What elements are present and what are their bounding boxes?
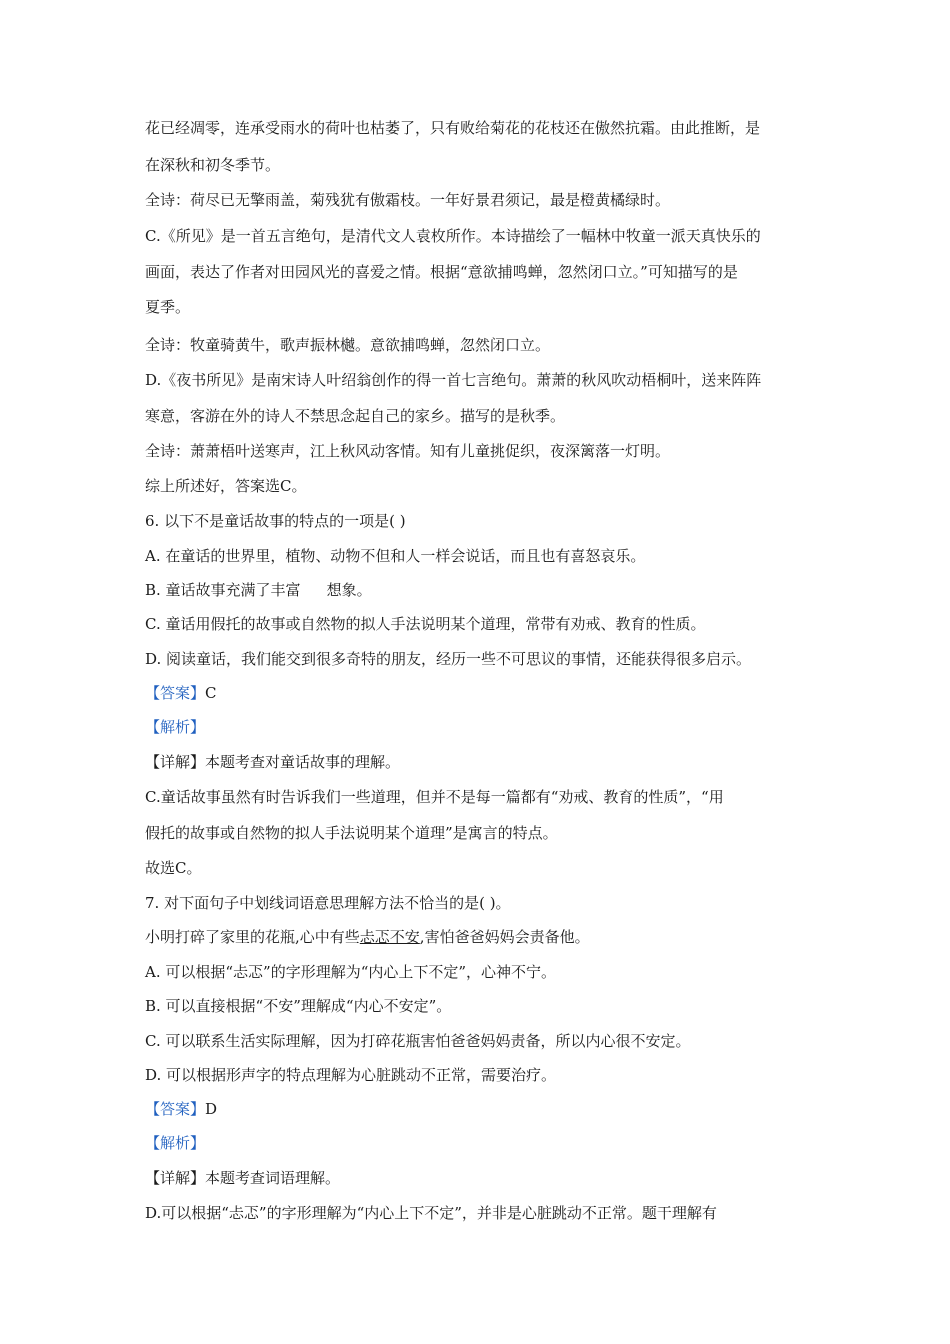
question-6-stem: 6. 以下不是童话故事的特点的一项是( ) — [145, 512, 406, 530]
question-7-option-a: A. 可以根据“忐忑”的字形理解为“内心上下不定”，心神不宁。 — [145, 963, 557, 981]
option-c-explanation: C.《所见》是一首五言绝句，是清代文人袁枚所作。本诗描绘了一幅林中牧童一派天真快乐的 — [145, 227, 761, 245]
option-b-text-start: B. 童话故事充满了丰富 — [145, 581, 301, 599]
option-d-explanation: D.《夜书所见》是南宋诗人叶绍翁创作的得一首七言绝句。萧萧的秋风吹动梧桐叶，送来阵阵 — [145, 371, 762, 389]
explanation-line: 画面，表达了作者对田园风光的喜爱之情。根据“意欲捕鸣蝉，忽然闭口立。”可知描写的是 — [145, 263, 738, 281]
conclusion-line: 故选C。 — [145, 859, 202, 877]
underlined-word: 忐忑不安 — [359, 928, 420, 946]
question-6-option-d: D. 阅读童话，我们能交到很多奇特的朋友，经历一些不可思议的事情，还能获得很多启示。 — [145, 650, 752, 668]
explanation-line: D.可以根据“忐忑”的字形理解为“内心上下不定”，并非是心脏跳动不正常。题干理解有 — [145, 1204, 717, 1222]
explanation-line: C.童话故事虽然有时告诉我们一些道理，但并不是每一篇都有“劝戒、教育的性质”，“用 — [145, 788, 724, 806]
explanation-line: 寒意，客游在外的诗人不禁思念起自己的家乡。描写的是秋季。 — [145, 407, 566, 425]
answer-row — [145, 683, 217, 703]
answer-label: 【答案】 — [145, 684, 206, 702]
option-b-text-end: 想象。 — [326, 581, 372, 599]
answer-value: D — [205, 1100, 218, 1118]
question-7-option-c: C. 可以联系生活实际理解，因为打碎花瓶害怕爸爸妈妈责备，所以内心很不安定。 — [145, 1032, 691, 1050]
question-7-option-d: D. 可以根据形声字的特点理解为心脏跳动不正常，需要治疗。 — [145, 1066, 557, 1084]
sentence-end: ,害怕爸爸妈妈会责备他。 — [419, 928, 590, 946]
question-7-option-b: B. 可以直接根据“不安”理解成“内心不安定”。 — [145, 997, 452, 1015]
poem-line: 全诗：荷尽已无擎雨盖，菊残犹有傲霜枝。一年好景君须记，最是橙黄橘绿时。 — [145, 191, 671, 209]
detail-line: 【详解】本题考查对童话故事的理解。 — [145, 753, 401, 771]
analysis-label: 【解析】 — [145, 1134, 206, 1152]
poem-line: 全诗：牧童骑黄牛，歌声振林樾。意欲捕鸣蝉，忽然闭口立。 — [145, 336, 551, 354]
question-7-sentence — [145, 927, 590, 947]
analysis-label: 【解析】 — [145, 718, 206, 736]
answer-row — [145, 1099, 217, 1119]
answer-label: 【答案】 — [145, 1100, 206, 1118]
detail-line: 【详解】本题考查词语理解。 — [145, 1169, 341, 1187]
question-6-option-b — [145, 580, 372, 600]
explanation-line: 夏季。 — [145, 298, 191, 316]
question-7-stem: 7. 对下面句子中划线词语意思理解方法不恰当的是( )。 — [145, 894, 511, 912]
explanation-line: 花已经凋零，连承受雨水的荷叶也枯萎了，只有败给菊花的花枝还在傲然抗霜。由此推断，是 — [145, 119, 761, 137]
summary-line: 综上所述好，答案选C。 — [145, 477, 307, 495]
explanation-line: 假托的故事或自然物的拟人手法说明某个道理”是寓言的特点。 — [145, 824, 558, 842]
question-6-option-a: A. 在童话的世界里，植物、动物不但和人一样会说话，而且也有喜怒哀乐。 — [145, 547, 646, 565]
poem-line: 全诗：萧萧梧叶送寒声，江上秋风动客情。知有儿童挑促织，夜深篱落一灯明。 — [145, 442, 671, 460]
explanation-line: 在深秋和初冬季节。 — [145, 156, 281, 174]
question-6-option-c: C. 童话用假托的故事或自然物的拟人手法说明某个道理，常带有劝戒、教育的性质。 — [145, 615, 706, 633]
answer-value: C — [205, 684, 217, 702]
sentence-start: 小明打碎了家里的花瓶,心中有些 — [145, 928, 360, 946]
